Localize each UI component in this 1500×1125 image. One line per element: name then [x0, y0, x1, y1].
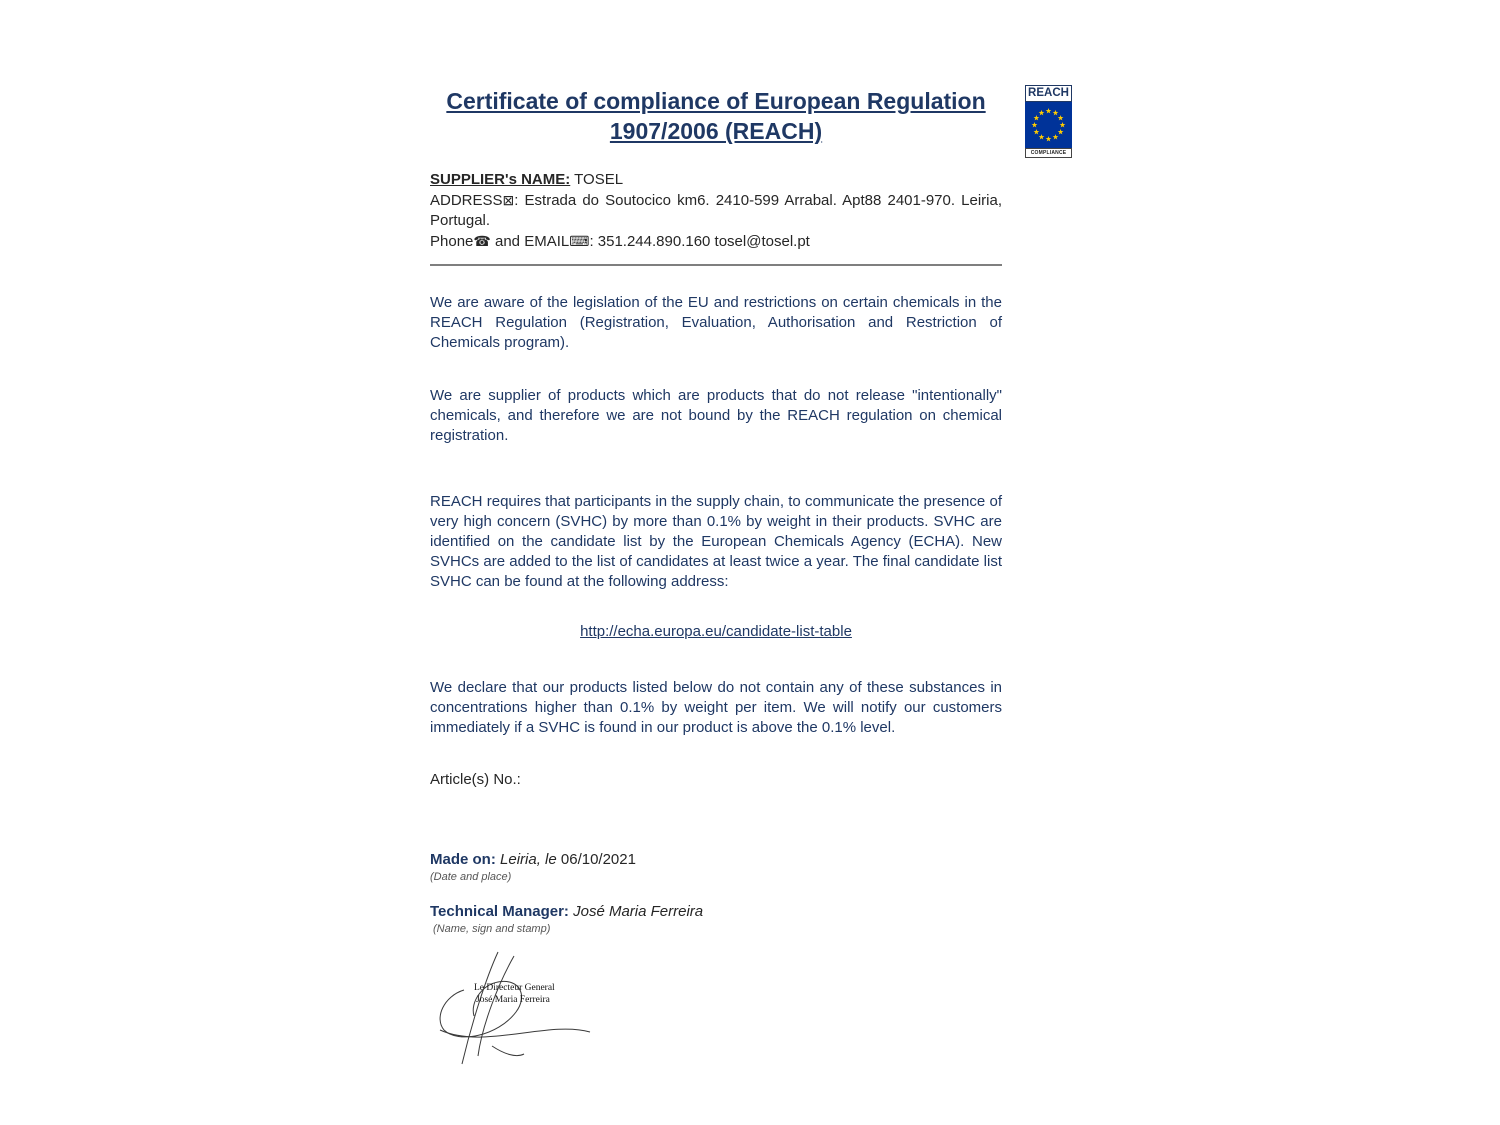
email-label: and EMAIL [490, 233, 570, 250]
phone-email-value: : 351.244.890.160 tosel@tosel.pt [589, 233, 810, 250]
signature-block [432, 950, 1002, 1076]
eu-flag-icon [1025, 102, 1072, 148]
candidate-list-link-line [430, 622, 1002, 642]
computer-icon: ⌨ [569, 233, 590, 249]
article-number-line: Article(s) No.: [430, 771, 521, 788]
paragraph-awareness: We are aware of the legislation of the EU and restrictions on certain chemicals in the REACH Regulation (Registration, Evaluation, Authorisation and Restriction of Chemicals program). [430, 294, 1002, 351]
supplier-name-line [430, 170, 1002, 190]
made-on-line [430, 850, 1002, 870]
signature-scribble [432, 950, 642, 1070]
paragraph-reach-requirements: REACH requires that participants in the supply chain, to communicate the presence of very high concern (SVHC) by more than 0.1% by weight in their products. SVHC are identified on the candidate list by the European Chemicals Agency (ECHA). New SVHCs are added to the list of candidates at least twice a year. The final candidate list SVHC can be found at the following address: [430, 493, 1002, 590]
address-label: ADDRESS [430, 192, 503, 209]
technical-manager-value: José Maria Ferreira [568, 903, 704, 920]
phone-icon: ☎ [473, 233, 491, 249]
made-on-label: Made on: [430, 851, 496, 868]
supplier-block [430, 170, 1002, 252]
candidate-list-link[interactable]: http://echa.europa.eu/candidate-list-table [580, 623, 852, 640]
phone-label: Phone [430, 233, 474, 250]
date-place-note: (Date and place) [430, 871, 512, 883]
logo-reach-label: REACH [1025, 85, 1072, 102]
technical-manager-line [430, 902, 1002, 922]
stamp-text-line2: José Maria Ferreira [476, 995, 550, 1005]
divider [430, 264, 1002, 266]
made-on-date: 06/10/2021 [556, 851, 636, 868]
stamp-text-line1: Le Directeur General [474, 983, 555, 993]
supplier-name-value: TOSEL [570, 171, 624, 188]
name-sign-stamp-note: (Name, sign and stamp) [433, 923, 551, 935]
paragraph-declaration: We declare that our products listed below do not contain any of these substances in concentrations higher than 0.1% by weight per item. We will notify our customers immediately if a SVHC is found in our product is above the 0.1% level. [430, 679, 1002, 736]
reach-logo [1025, 85, 1072, 158]
technical-manager-label: Technical Manager: [430, 903, 569, 920]
supplier-name-label: SUPPLIER's NAME: [430, 171, 571, 188]
made-on-place: Leiria, le [495, 851, 557, 868]
title-line-1: Certificate of compliance of European Regulation [446, 88, 986, 114]
title-line-2: 1907/2006 (REACH) [609, 118, 823, 144]
supplier-phone-line [430, 231, 1002, 252]
supplier-address-line [430, 190, 1002, 231]
certificate-document [430, 86, 1002, 1076]
paragraph-supplier-statement: We are supplier of products which are products that do not release "intentionally" chemicals, and therefore we are not bound by the REACH regulation on chemical registration. [430, 387, 1002, 444]
certificate-title [430, 86, 1002, 146]
address-value: : Estrada do Soutocico km6. 2410-599 Arrabal. Apt88 2401-970. Leiria, Portugal. [430, 192, 1002, 229]
logo-compliance-label: COMPLIANCE [1025, 148, 1072, 158]
envelope-icon: ⊠ [502, 192, 515, 208]
